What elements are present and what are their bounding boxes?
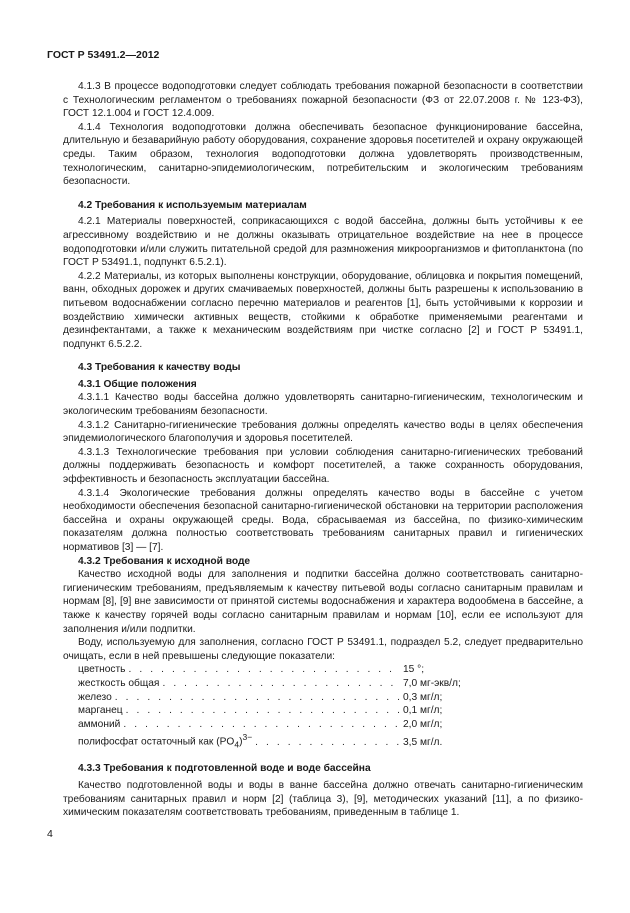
indicator-row	[78, 704, 473, 718]
dot-leader	[162, 677, 400, 691]
dot-leader	[123, 718, 400, 732]
section-heading-4-2: 4.2 Требования к используемым материалам	[78, 199, 307, 211]
paragraph-4-3-1-4: 4.3.1.4 Экологические требования должны определять качество воды в бассейне с учетом необходимости обеспечения безопасной санитарно-гигиенической обстановки на территории расположения бассейна и охраны окружающей среды. Вода, сбрасываемая из бассейна, по физико-химическим показателям должна полностью соответствовать требованиям санитарных правил и гигиенических нормативов [3] — [7].	[63, 487, 583, 553]
paragraph-4-3-1-3: 4.3.1.3 Технологические требования при условии соблюдения санитарно-гигиенических требований должны поддерживать безопасность и комфорт посетителей, а также сохранность оборудования, эффективность и безопасность эксплуатации бассейна.	[63, 446, 583, 486]
indicator-row	[78, 677, 473, 691]
indicator-row	[78, 691, 473, 705]
indicator-value: 15 °;	[403, 664, 425, 676]
paragraph-4-2-2: 4.2.2 Материалы, из которых выполнены конструкции, оборудование, облицовка и покрытия помещений, ванн, обходных дорожек и других смачиваемых поверхностей, должны быть разрешены к использованию в питьевом водоснабжении согласно перечню материалов и реагентов [1], быть устойчивыми к коррозии и воздействию химически активных веществ, стойкими к обработке применяемыми реагентами и дезинфектантами, а также к механическим воздействиям при чистке согласно [2] и ГОСТ Р 53491.1, подпункт 6.5.2.2.	[63, 270, 583, 350]
superscript-wrap: )	[239, 736, 243, 748]
indicator-value: 7,0 мг-экв/л;	[403, 677, 461, 689]
indicator-value: 0,1 мг/л;	[403, 705, 443, 717]
indicator-label: жесткость общая	[78, 677, 160, 689]
dot-leader	[255, 736, 400, 750]
document-header: ГОСТ Р 53491.2—2012	[47, 49, 160, 61]
subsection-heading-4-3-1: 4.3.1 Общие положения	[78, 378, 197, 390]
indicator-row	[78, 731, 473, 752]
indicator-value: 3,5 мг/л.	[403, 736, 443, 748]
indicator-list	[78, 663, 583, 752]
indicator-label: железо	[78, 691, 112, 703]
paragraph-4-3-1-2: 4.3.1.2 Санитарно-гигиенические требования должны определять качество воды в целях обеспечения эпидемиологического благополучия и здоровья посетителей.	[63, 419, 583, 445]
indicator-value: 0,3 мг/л;	[403, 691, 443, 703]
page-number: 4	[47, 828, 53, 840]
indicator-label	[78, 731, 252, 752]
dot-leader	[115, 691, 400, 705]
paragraph-4-1-3: 4.1.3 В процессе водоподготовки следует соблюдать требования пожарной безопасности в соответствии с Технологическим регламентом о требованиях пожарной безопасности (ФЗ от 22.07.2008 г. № 123-ФЗ), ГОСТ 12.1.004 и ГОСТ 12.4.009.	[63, 81, 583, 120]
indicator-label: цветность	[78, 664, 126, 676]
indicator-label: аммоний	[78, 718, 121, 730]
paragraph-4-3-1-1: 4.3.1.1 Качество воды бассейна должно удовлетворять санитарно-гигиеническим, технологическим и экологическим требованиям безопасности.	[63, 392, 583, 418]
section-heading-4-3: 4.3 Требования к качеству воды	[78, 362, 241, 374]
indicator-row	[78, 718, 473, 732]
indicator-value: 2,0 мг/л;	[403, 718, 443, 730]
indicator-label: марганец	[78, 705, 123, 717]
paragraph-4-3-3: Качество подготовленной воды и воды в ванне бассейна должно отвечать санитарно-гигиеническим требованиям санитарных правил и норм [2] (таблица 3), [9], методических указаний [11], а по физико-химическим показателям соответствовать требованиям, приведенным в таблице 1.	[63, 779, 583, 819]
paragraph-4-3-2-a: Качество исходной воды для заполнения и подпитки бассейна должно соответствовать санитарно-гигиеническим требованиям, предъявляемым к качеству питьевой воды согласно санитарным правилам и нормам [8], [9] вне зависимости от принятой системы водоснабжения и характера водообмена в бассейне, а также к качеству горячей воды согласно санитарным правилам и нормам [10], если ее используют для заполнения и/или подпитки.	[63, 569, 583, 635]
dot-leader	[126, 704, 400, 718]
indicator-label-text: полифосфат остаточный как (PO	[78, 736, 235, 748]
subsection-heading-4-3-3: 4.3.3 Требования к подготовленной воде и воде бассейна	[78, 763, 371, 775]
indicator-row	[78, 663, 473, 677]
paragraph-4-2-1: 4.2.1 Материалы поверхностей, соприкасающихся с водой бассейна, должны быть устойчивы к ее агрессивному воздействию и не должны оказывать отрицательное воздействие на нее в процессе водоподготовки и/или служить питательной средой для размножения микроорганизмов и фитопланктона (по ГОСТ Р 53491.1, подпункт 6.5.2.1).	[63, 216, 583, 269]
dot-leader	[129, 663, 401, 677]
paragraph-4-1-4: 4.1.4 Технология водоподготовки должна обеспечивать безопасное функционирование бассейна, длительную и безаварийную работу оборудования, сохранение здоровья посетителей и охрану окружающей среды. Таким образом, технология водоподготовки должна удовлетворять производственным, технологическим, санитарно-эпидемиологическим, потребительским и экологическим требованиям безопасности.	[63, 121, 583, 188]
superscript: 3−	[242, 732, 253, 743]
subsection-heading-4-3-2: 4.3.2 Требования к исходной воде	[78, 555, 251, 567]
document-body	[63, 80, 583, 820]
subscript: 4	[234, 739, 240, 750]
paragraph-4-3-2-b: Воду, используемую для заполнения, согласно ГОСТ Р 53491.1, подраздел 5.2, следует предварительно очищать, если в ней превышены следующие показатели:	[63, 637, 583, 662]
